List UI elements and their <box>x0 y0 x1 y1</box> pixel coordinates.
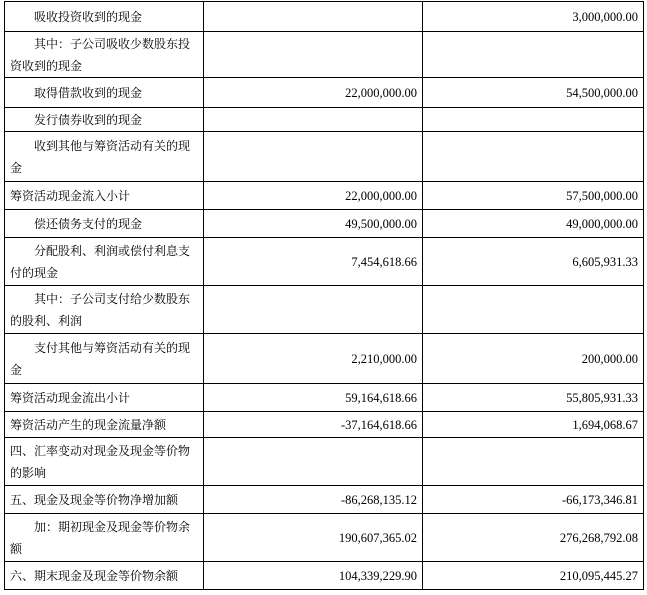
table-row <box>5 210 644 238</box>
previous-period-amount: 55,805,931.33 <box>423 384 644 412</box>
previous-period-amount <box>423 32 644 78</box>
row-label: 六、期末现金及现金等价物余额 <box>5 562 204 590</box>
previous-period-amount: 54,500,000.00 <box>423 78 644 108</box>
previous-period-amount <box>423 132 644 182</box>
current-period-amount: 7,454,618.66 <box>204 238 423 286</box>
table-row <box>5 78 644 108</box>
previous-period-amount <box>423 438 644 486</box>
previous-period-amount: 49,000,000.00 <box>423 210 644 238</box>
current-period-amount <box>204 286 423 334</box>
table-row <box>5 238 644 286</box>
row-label: 其中：子公司支付给少数股东的股利、利润 <box>5 286 204 334</box>
previous-period-amount <box>423 108 644 132</box>
table-row <box>5 132 644 182</box>
current-period-amount: 59,164,618.66 <box>204 384 423 412</box>
table-row <box>5 438 644 486</box>
row-label: 其中：子公司吸收少数股东投资收到的现金 <box>5 32 204 78</box>
table-row <box>5 334 644 384</box>
cash-flow-table-body <box>5 2 644 590</box>
row-label: 筹资活动产生的现金流量净额 <box>5 412 204 438</box>
current-period-amount: 49,500,000.00 <box>204 210 423 238</box>
current-period-amount: 190,607,365.02 <box>204 514 423 562</box>
previous-period-amount: 3,000,000.00 <box>423 2 644 32</box>
row-label: 加：期初现金及现金等价物余额 <box>5 514 204 562</box>
row-label: 四、汇率变动对现金及现金等价物的影响 <box>5 438 204 486</box>
current-period-amount <box>204 108 423 132</box>
previous-period-amount: 57,500,000.00 <box>423 182 644 210</box>
previous-period-amount: 6,605,931.33 <box>423 238 644 286</box>
current-period-amount: 2,210,000.00 <box>204 334 423 384</box>
table-row <box>5 108 644 132</box>
row-label: 偿还债务支付的现金 <box>5 210 204 238</box>
row-label: 取得借款收到的现金 <box>5 78 204 108</box>
current-period-amount <box>204 32 423 78</box>
previous-period-amount: 276,268,792.08 <box>423 514 644 562</box>
current-period-amount: -37,164,618.66 <box>204 412 423 438</box>
current-period-amount <box>204 132 423 182</box>
row-label: 筹资活动现金流入小计 <box>5 182 204 210</box>
previous-period-amount: 210,095,445.27 <box>423 562 644 590</box>
row-label: 收到其他与筹资活动有关的现金 <box>5 132 204 182</box>
current-period-amount: 104,339,229.90 <box>204 562 423 590</box>
current-period-amount <box>204 438 423 486</box>
previous-period-amount <box>423 286 644 334</box>
current-period-amount <box>204 2 423 32</box>
table-row <box>5 514 644 562</box>
table-row <box>5 384 644 412</box>
previous-period-amount: 1,694,068.67 <box>423 412 644 438</box>
table-row <box>5 182 644 210</box>
previous-period-amount: -66,173,346.81 <box>423 486 644 514</box>
table-row <box>5 412 644 438</box>
current-period-amount: -86,268,135.12 <box>204 486 423 514</box>
table-row <box>5 286 644 334</box>
table-row <box>5 486 644 514</box>
row-label: 支付其他与筹资活动有关的现金 <box>5 334 204 384</box>
table-row <box>5 562 644 590</box>
cash-flow-table <box>4 1 644 590</box>
table-row <box>5 32 644 78</box>
row-label: 筹资活动现金流出小计 <box>5 384 204 412</box>
previous-period-amount: 200,000.00 <box>423 334 644 384</box>
current-period-amount: 22,000,000.00 <box>204 78 423 108</box>
current-period-amount: 22,000,000.00 <box>204 182 423 210</box>
row-label: 发行债券收到的现金 <box>5 108 204 132</box>
table-row <box>5 2 644 32</box>
row-label: 吸收投资收到的现金 <box>5 2 204 32</box>
row-label: 分配股利、利润或偿付利息支付的现金 <box>5 238 204 286</box>
row-label: 五、现金及现金等价物净增加额 <box>5 486 204 514</box>
